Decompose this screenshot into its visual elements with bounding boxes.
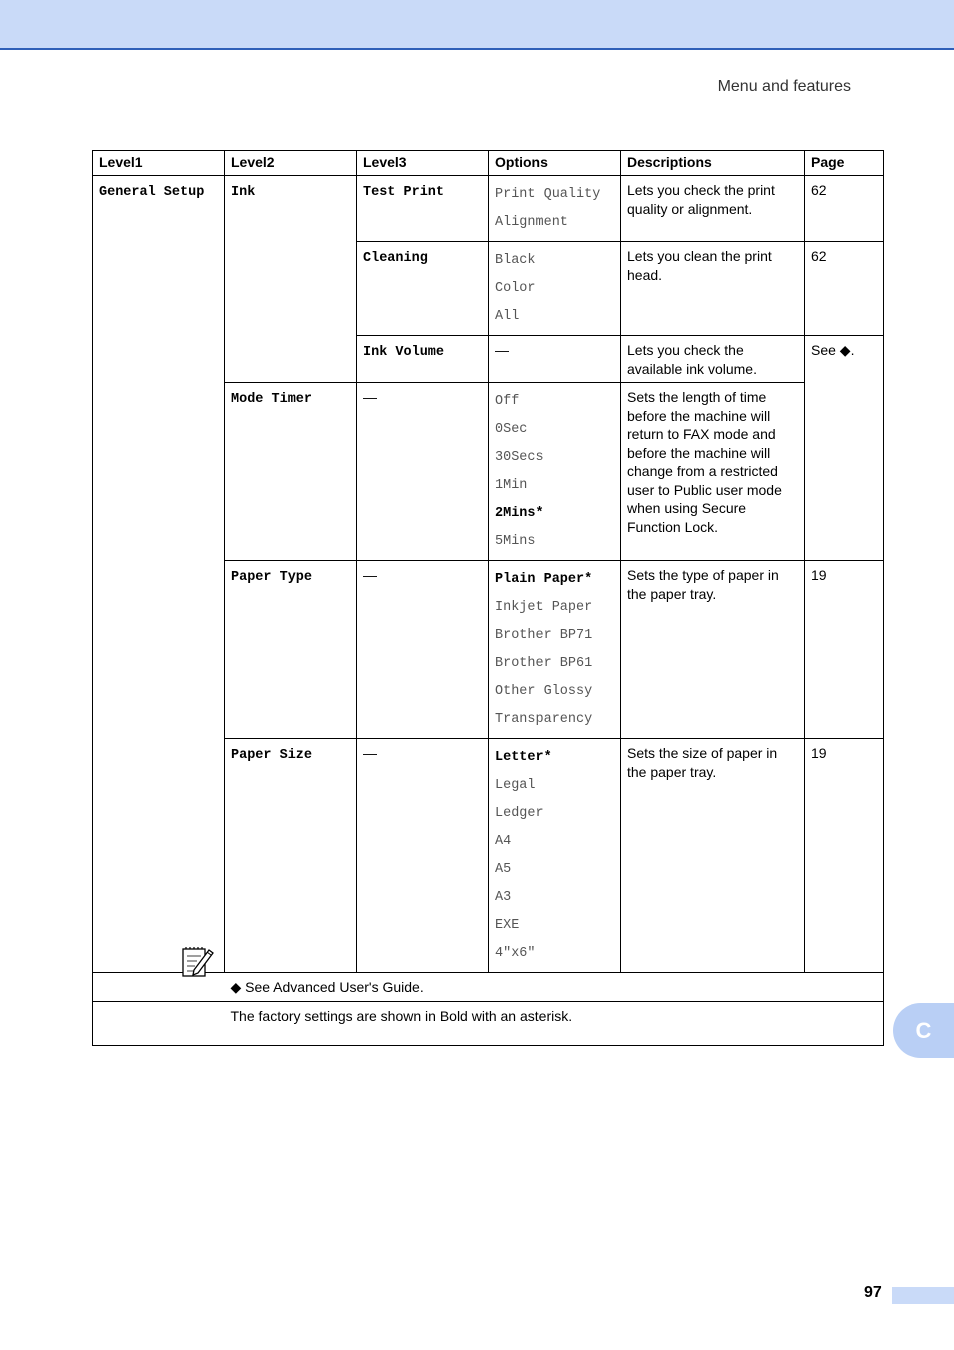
option-item: A3 (495, 890, 512, 905)
description-cell: Lets you check the available ink volume. (621, 336, 805, 383)
level2-ink: Ink (231, 185, 256, 200)
option-item: A5 (495, 862, 512, 877)
page-cell: 62 (805, 242, 884, 336)
description-cell: Sets the size of paper in the paper tray. (621, 739, 805, 973)
level1-label: General Setup (99, 185, 205, 200)
option-item: Off (495, 394, 520, 409)
note-row (93, 1001, 884, 1045)
page-cell: 62 (805, 176, 884, 242)
option-item: Color (495, 281, 536, 296)
note-text: The factory settings are shown in Bold with an asterisk. (225, 1001, 884, 1045)
column-header: Page (805, 151, 884, 176)
level3-cleaning: Cleaning (363, 251, 428, 266)
column-header: Level1 (93, 151, 225, 176)
options-cell (489, 739, 621, 973)
level2-paper-type: Paper Type (231, 570, 313, 585)
column-header: Level3 (357, 151, 489, 176)
option-item-default: Plain Paper* (495, 572, 593, 587)
page-cell (805, 336, 884, 561)
column-header: Level2 (225, 151, 357, 176)
level3-cell (357, 336, 489, 383)
level3-test-print: Test Print (363, 185, 445, 200)
options-cell (489, 176, 621, 242)
option-item: Brother BP71 (495, 628, 593, 643)
page-cell: 19 (805, 739, 884, 973)
option-item: 1Min (495, 478, 528, 493)
options-cell (489, 561, 621, 739)
option-item: Print Quality (495, 187, 601, 202)
note-pencil-icon (180, 944, 214, 978)
options-cell: — (489, 336, 621, 383)
option-item: Inkjet Paper (495, 600, 593, 615)
option-item: 5Mins (495, 534, 536, 549)
table-header-row (93, 151, 884, 176)
see-reference: See ◆. (811, 342, 855, 358)
description-cell: Sets the type of paper in the paper tray. (621, 561, 805, 739)
options-cell (489, 383, 621, 561)
level3-cell: — (357, 383, 489, 561)
level2-cell (225, 561, 357, 739)
option-item: Ledger (495, 806, 544, 821)
page-cell: 19 (805, 561, 884, 739)
option-item-default: 2Mins* (495, 506, 544, 521)
top-header-band (0, 0, 954, 50)
level1-cell (93, 176, 225, 973)
level3-cell (357, 176, 489, 242)
option-item: 0Sec (495, 422, 528, 437)
level2-cell (225, 176, 357, 383)
option-item: All (495, 309, 520, 324)
level2-paper-size: Paper Size (231, 748, 313, 763)
option-item: 4"x6" (495, 946, 536, 961)
level2-cell (225, 739, 357, 973)
menu-table (92, 150, 884, 1046)
description-cell: Lets you clean the print head. (621, 242, 805, 336)
description-cell: Sets the length of time before the machine will return to FAX mode and before the machine will change from a restricted user to Public user mode when using Secure Function Lock. (621, 383, 805, 561)
column-header: Descriptions (621, 151, 805, 176)
option-item: A4 (495, 834, 512, 849)
option-item: 30Secs (495, 450, 544, 465)
option-item: Transparency (495, 712, 593, 727)
option-item: Brother BP61 (495, 656, 593, 671)
description-cell: Lets you check the print quality or alignment. (621, 176, 805, 242)
options-cell (489, 242, 621, 336)
column-header: Options (489, 151, 621, 176)
level2-mode-timer: Mode Timer (231, 392, 313, 407)
level3-cell: — (357, 561, 489, 739)
option-item: Legal (495, 778, 536, 793)
option-item: Alignment (495, 215, 568, 230)
page-number: 97 (864, 1284, 882, 1301)
level2-cell (225, 383, 357, 561)
level3-ink-volume: Ink Volume (363, 345, 445, 360)
table-row (93, 176, 884, 242)
option-item: Other Glossy (495, 684, 593, 699)
option-item: EXE (495, 918, 520, 933)
page-tab-marker (892, 1287, 954, 1304)
running-header: Menu and features (717, 78, 851, 95)
option-item: Black (495, 253, 536, 268)
level3-cell: — (357, 739, 489, 973)
level3-cell (357, 242, 489, 336)
chapter-tab-c: C (893, 1003, 954, 1058)
footnote-text: ◆ See Advanced User's Guide. (225, 973, 884, 1002)
option-item-default: Letter* (495, 750, 552, 765)
